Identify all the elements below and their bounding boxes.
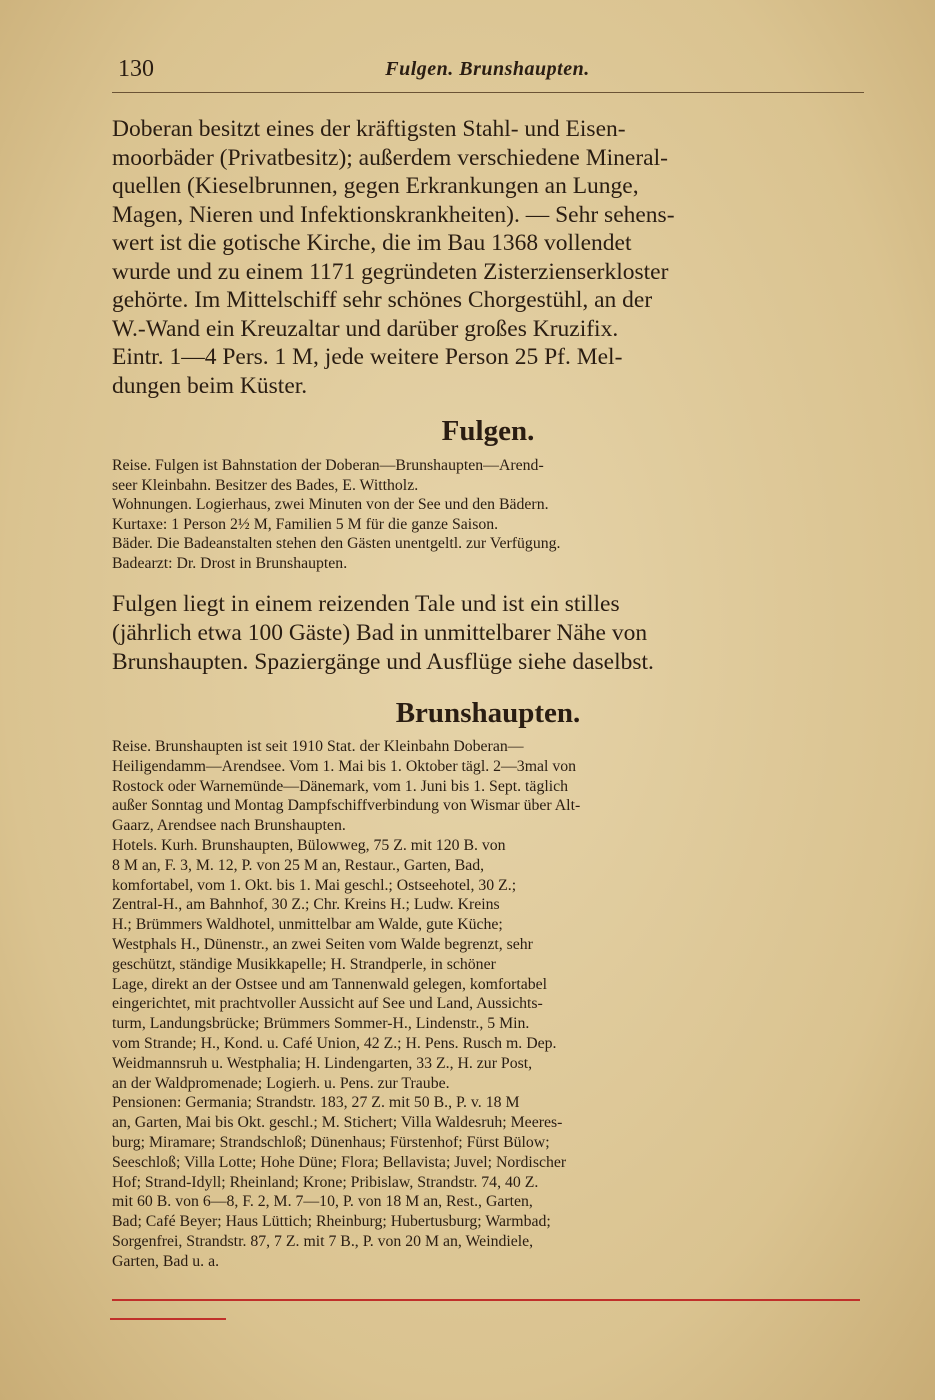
detail-line: Wohnungen. Logierhaus, zwei Minuten von der See und den Bädern.: [112, 496, 549, 513]
red-underline-annotation: [110, 1318, 226, 1320]
detail-line: Gaarz, Arendsee nach Brunshaupten.: [112, 817, 346, 835]
text-line: Eintr. 1—4 Pers. 1 M, jede weitere Person 25 Pf. Mel-: [112, 344, 623, 370]
section-heading-fulgen: Fulgen.: [441, 415, 535, 447]
detail-line: vom Strande; H., Kond. u. Café Union, 42 Z.; H. Pens. Rusch m. Dep.: [112, 1034, 557, 1052]
page-header: [110, 56, 865, 86]
text-line: dungen beim Küster.: [112, 372, 308, 399]
detail-line: H.; Brümmers Waldhotel, unmittelbar am Walde, gute Küche;: [112, 916, 503, 934]
detail-line: Zentral-H., am Bahnhof, 30 Z.; Chr. Kreins H.; Ludw. Kreins: [112, 896, 500, 914]
detail-line: Bäder. Die Badeanstalten stehen den Gästen unentgeltl. zur Verfügung.: [112, 535, 561, 552]
text-line: gehörte. Im Mittelschiff sehr schönes Chorgestühl, an der: [112, 287, 653, 313]
text-line: Magen, Nieren und Infektionskrankheiten). — Sehr sehens-: [112, 201, 675, 228]
text-line: Brunshaupten. Spaziergänge und Ausflüge siehe daselbst.: [112, 649, 654, 675]
detail-line: Bad; Café Beyer; Haus Lüttich; Rheinburg; Hubertusburg; Warmbad;: [112, 1213, 551, 1231]
text-line: Doberan besitzt eines der kräftigsten Stahl- und Eisen-: [112, 116, 626, 142]
detail-line: Heiligendamm—Arendsee. Vom 1. Mai bis 1. Oktober tägl. 2—3mal von: [112, 757, 577, 775]
text-line: (jährlich etwa 100 Gäste) Bad in unmittelbarer Nähe von: [112, 620, 648, 646]
text-line: wert ist die gotische Kirche, die im Bau 1368 vollendet: [112, 230, 632, 256]
text-line: W.-Wand ein Kreuzaltar und darüber großes Kruzifix.: [112, 315, 619, 342]
detail-line: Seeschloß; Villa Lotte; Hohe Düne; Flora; Bellavista; Juvel; Nordischer: [112, 1153, 567, 1171]
detail-line: Hof; Strand-Idyll; Rheinland; Krone; Pribislaw, Strandstr. 74, 40 Z.: [112, 1173, 539, 1191]
detail-line: Westphals H., Dünenstr., an zwei Seiten vom Walde begrenzt, sehr: [112, 935, 533, 953]
detail-line: Reise. Brunshaupten ist seit 1910 Stat. der Kleinbahn Doberan—: [112, 738, 524, 755]
detail-line: Pensionen: Germania; Strandstr. 183, 27 Z. mit 50 B., P. v. 18 M: [112, 1094, 520, 1112]
detail-line: turm, Landungsbrücke; Brümmers Sommer-H., Lindenstr., 5 Min.: [112, 1015, 530, 1033]
text-line: quellen (Kieselbrunnen, gegen Erkrankungen an Lunge,: [112, 173, 639, 199]
intro-paragraph: [112, 115, 864, 400]
detail-line: geschützt, ständige Musikkapelle; H. Strandperle, in schöner: [112, 955, 496, 973]
detail-line: Rostock oder Warnemünde—Dänemark, vom 1. Juni bis 1. Sept. täglich: [112, 777, 569, 795]
detail-line: eingerichtet, mit prachtvoller Aussicht auf See und Land, Aussichts-: [112, 995, 543, 1013]
detail-line: Kurtaxe: 1 Person 2½ M, Familien 5 M für die ganze Saison.: [112, 515, 499, 533]
text-line: moorbäder (Privatbesitz); außerdem verschiedene Mineral-: [112, 144, 668, 171]
detail-line: Weidmannsruh u. Westphalia; H. Lindengarten, 33 Z., H. zur Post,: [112, 1054, 533, 1072]
detail-line: an der Waldpromenade; Logierh. u. Pens. zur Traube.: [112, 1074, 450, 1092]
detail-line: komfortabel, vom 1. Okt. bis 1. Mai geschl.; Ostseehotel, 30 Z.;: [112, 876, 517, 894]
detail-line: Garten, Bad u. a.: [112, 1252, 220, 1270]
fulgen-paragraph: [112, 590, 864, 677]
fulgen-details: [112, 456, 864, 573]
text-line: wurde und zu einem 1171 gegründeten Zisterzienserkloster: [112, 258, 669, 285]
detail-line: Badearzt: Dr. Drost in Brunshaupten.: [112, 554, 348, 572]
text-line: Fulgen liegt in einem reizenden Tale und ist ein stilles: [112, 591, 620, 617]
detail-line: 8 M an, F. 3, M. 12, P. von 25 M an, Restaur., Garten, Bad,: [112, 856, 485, 874]
detail-line: Hotels. Kurh. Brunshaupten, Bülowweg, 75 Z. mit 120 B. von: [112, 836, 506, 854]
page-number: 130: [118, 56, 154, 82]
detail-line: burg; Miramare; Strandschloß; Dünenhaus; Fürstenhof; Fürst Bülow;: [112, 1133, 550, 1151]
detail-line: Lage, direkt an der Ostsee und am Tannenwald gelegen, komfortabel: [112, 975, 548, 993]
detail-line: Reise. Fulgen ist Bahnstation der Doberan—Brunshaupten—Arend-: [112, 457, 544, 474]
section-heading-brunshaupten: Brunshaupten.: [395, 697, 581, 729]
brunshaupten-details: [112, 737, 864, 1272]
header-rule: [112, 92, 864, 93]
detail-line: an, Garten, Mai bis Okt. geschl.; M. Stichert; Villa Waldesruh; Meeres-: [112, 1114, 563, 1132]
running-title: Fulgen. Brunshaupten.: [385, 58, 590, 80]
red-underline-annotation: [112, 1299, 860, 1301]
detail-line: seer Kleinbahn. Besitzer des Bades, E. Wittholz.: [112, 476, 419, 494]
detail-line: außer Sonntag und Montag Dampfschiffverbindung von Wismar über Alt-: [112, 797, 581, 815]
detail-line: Sorgenfrei, Strandstr. 87, 7 Z. mit 7 B., P. von 20 M an, Weindiele,: [112, 1232, 534, 1250]
detail-line: mit 60 B. von 6—8, F. 2, M. 7—10, P. von 18 M an, Rest., Garten,: [112, 1193, 533, 1211]
